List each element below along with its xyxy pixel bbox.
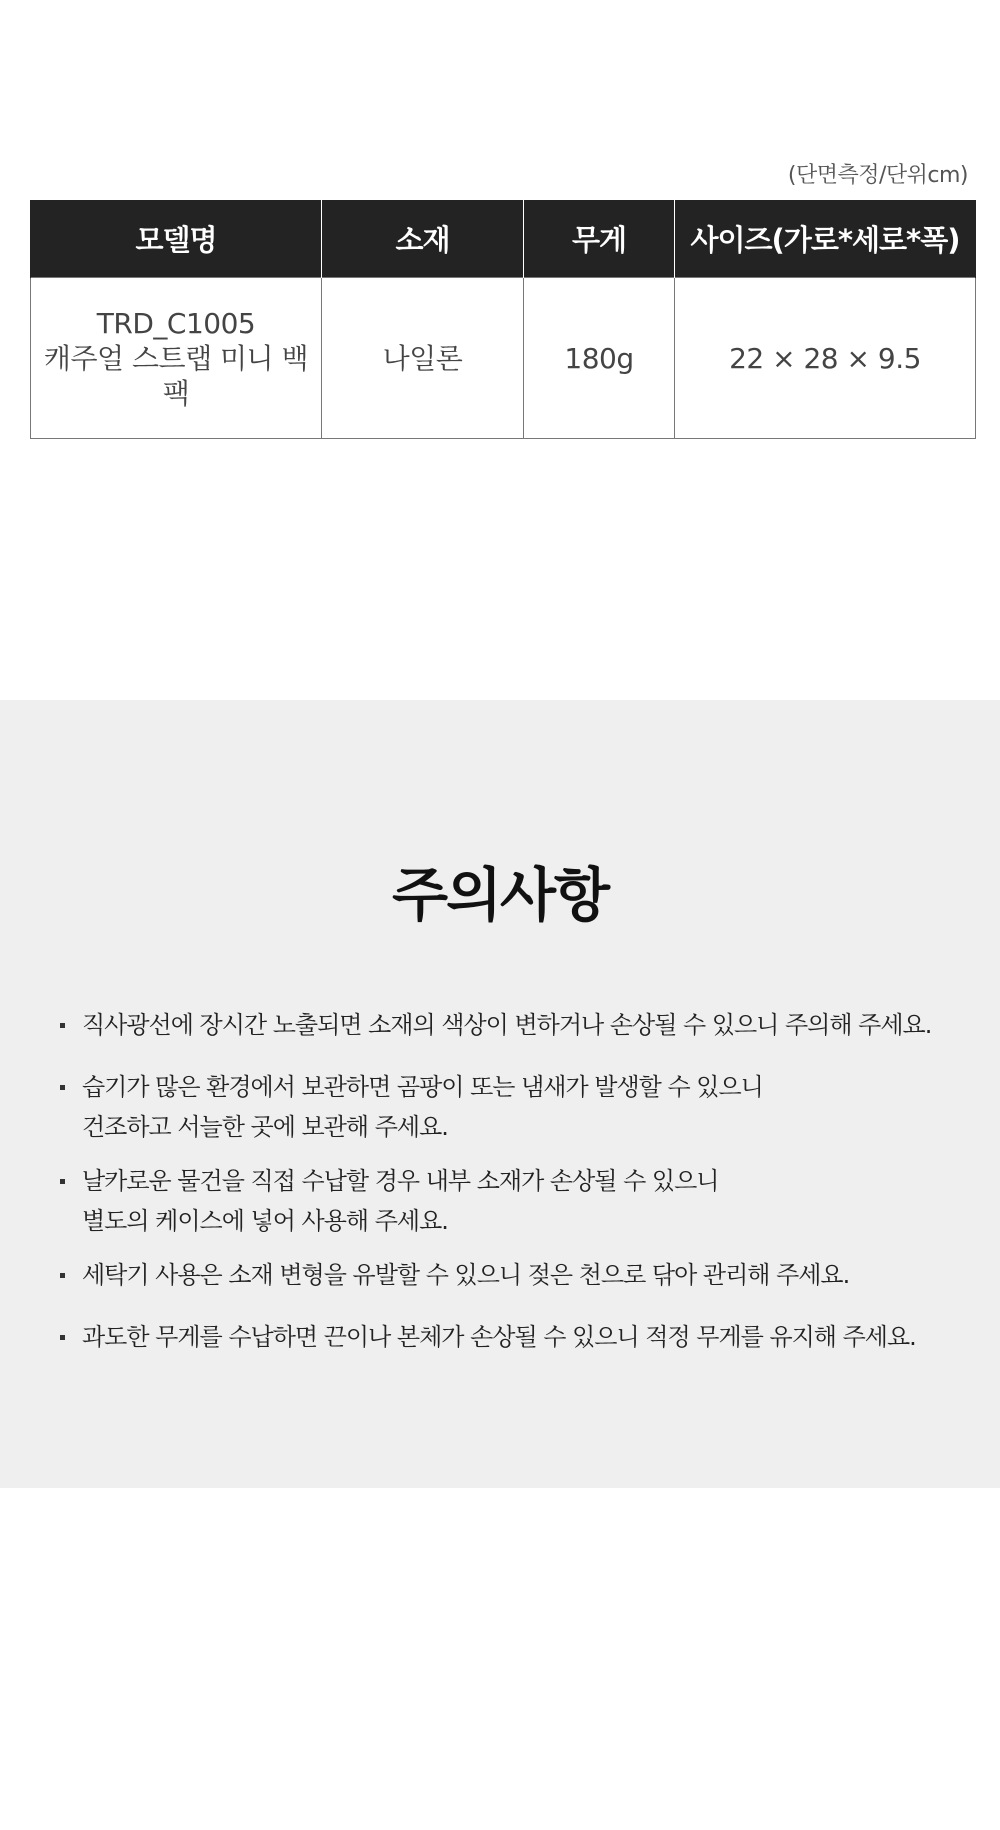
caution-item [58, 1161, 983, 1241]
caution-item [58, 1005, 983, 1045]
model-code: TRD_C1005 [96, 306, 256, 340]
header-size: 사이즈(가로*세로*폭) [675, 200, 976, 278]
header-weight: 무게 [524, 200, 675, 278]
caution-text: 습기가 많은 환경에서 보관하면 곰팡이 또는 냄새가 발생할 수 있으니 [82, 1073, 763, 1101]
cell-weight: 180g [524, 278, 675, 439]
caution-text: 세탁기 사용은 소재 변형을 유발할 수 있으니 젖은 천으로 닦아 관리해 주세요. [82, 1261, 850, 1289]
caution-section [0, 700, 1000, 1488]
header-model-name: 모델명 [31, 200, 322, 278]
caution-list [58, 1005, 983, 1379]
caution-text: 건조하고 서늘한 곳에 보관해 주세요. [82, 1113, 448, 1141]
cell-material: 나일론 [322, 278, 524, 439]
unit-note: (단면측정/단위cm) [787, 163, 968, 188]
caution-text: 별도의 케이스에 넣어 사용해 주세요. [82, 1207, 448, 1235]
bullet-icon [60, 1085, 65, 1090]
bullet-icon [60, 1335, 65, 1340]
header-material: 소재 [322, 200, 524, 278]
bullet-icon [60, 1273, 65, 1278]
caution-text: 직사광선에 장시간 노출되면 소재의 색상이 변하거나 손상될 수 있으니 주의해 주세요. [82, 1011, 932, 1039]
bullet-icon [60, 1179, 65, 1184]
cell-model [31, 278, 322, 439]
caution-item [58, 1317, 983, 1357]
model-name: 캐주얼 스트랩 미니 백팩 [43, 341, 309, 410]
caution-item [58, 1067, 983, 1147]
spec-row [31, 278, 976, 439]
caution-text: 과도한 무게를 수납하면 끈이나 본체가 손상될 수 있으니 적정 무게를 유지해 주세요. [82, 1323, 916, 1351]
spec-header-row [31, 200, 976, 278]
caution-title: 주의사항 [391, 861, 609, 929]
caution-item [58, 1255, 983, 1295]
bullet-icon [60, 1023, 65, 1028]
caution-text: 날카로운 물건을 직접 수납할 경우 내부 소재가 손상될 수 있으니 [82, 1167, 719, 1195]
spec-table [30, 200, 976, 439]
cell-size: 22 × 28 × 9.5 [675, 278, 976, 439]
